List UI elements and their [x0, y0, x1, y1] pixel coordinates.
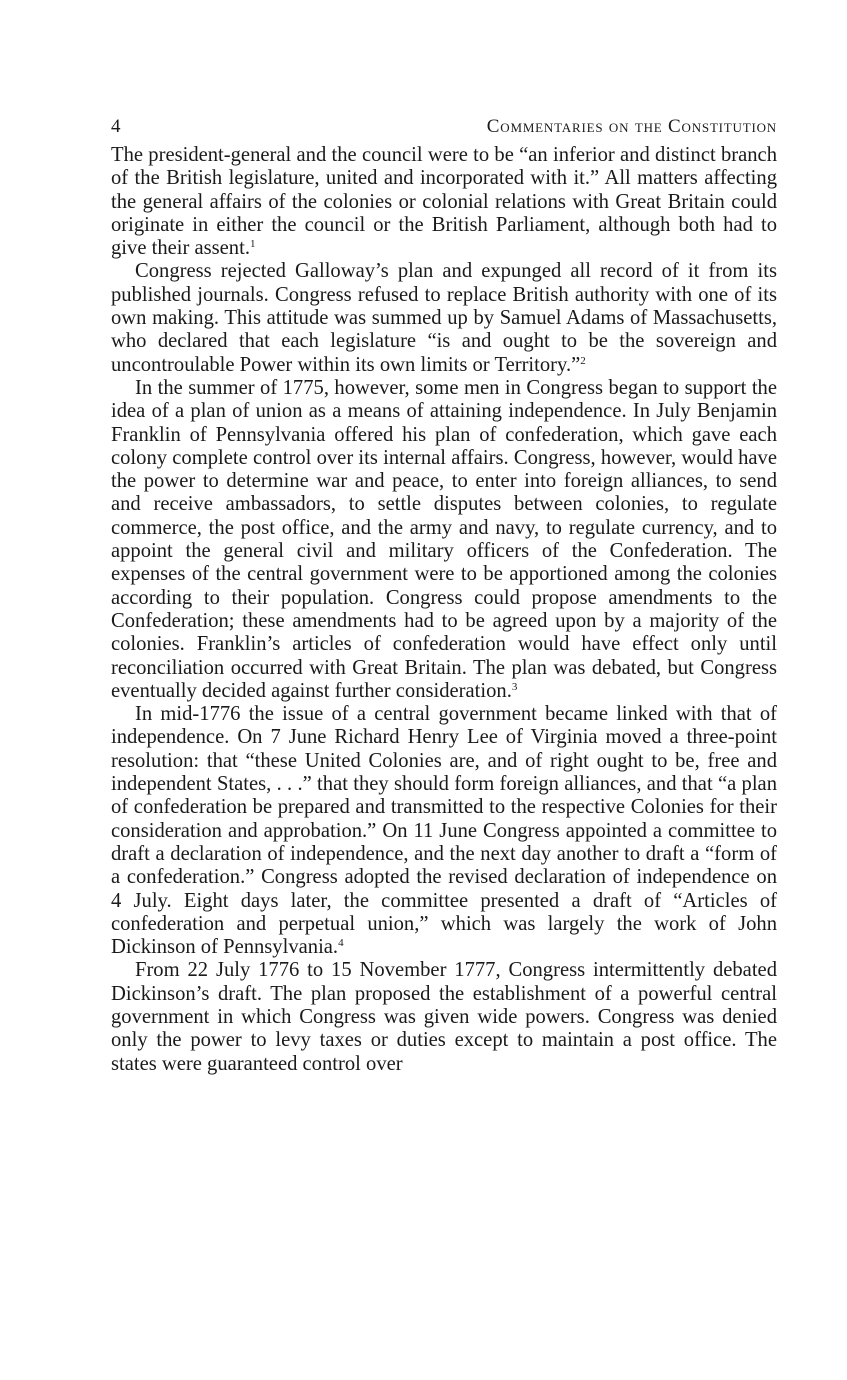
paragraph-4	[111, 703, 777, 959]
running-title: Commentaries on the Constitution	[486, 116, 777, 137]
paragraph-3	[111, 377, 777, 703]
paragraph-text: From 22 July 1776 to 15 November 1777, Congress intermittently debated Dickinson’s draft. The plan proposed the establishment of a powerful central government in which Congress was given wide powers. Congress was denied only the power to levy taxes or duties except to maintain a post office. The states were guaranteed control over	[111, 959, 777, 1075]
paragraph-5	[111, 959, 777, 1075]
paragraph-text: In mid-1776 the issue of a central government became linked with that of independence. On 7 June Richard Henry Lee of Virginia moved a three-point resolution: that “these United Colonies are, and of right ought to be, free and independent States, . . .” that they should form foreign alliances, and that “a plan of confederation be prepared and transmitted to the respective Colonies for their consideration and approbation.” On 11 June Congress appointed a committee to draft a declaration of independence, and the next day another to draft a “form of a confederation.” Congress adopted the revised declaration of independence on 4 July. Eight days later, the committee presented a draft of “Articles of confederation and perpetual union,” which was largely the work of John Dickinson of Pennsylvania.	[111, 703, 777, 959]
running-head	[111, 116, 777, 144]
footnote-marker: 1	[249, 238, 256, 251]
book-page	[111, 116, 777, 1076]
page-number: 4	[111, 116, 122, 137]
footnote-marker: 2	[580, 354, 586, 367]
footnote-marker: 4	[338, 937, 344, 950]
paragraph-text: In the summer of 1775, however, some men in Congress began to support the idea of a plan of union as a means of attaining independence. In July Benjamin Franklin of Pennsylvania offered his plan of confederation, which gave each colony complete control over its internal affairs. Congress, however, would have the power to determine war and peace, to enter into foreign alliances, to send and receive ambassadors, to settle disputes between colonies, to regulate commerce, the post office, and the army and navy, to regulate currency, and to appoint the general civil and military officers of the Confederation. The expenses of the central government were to be apportioned among the colonies according to their population. Congress could propose amendments to the Confederation; these amendments had to be agreed upon by a majority of the colonies. Franklin’s articles of confederation would have effect only until reconciliation occurred with Great Britain. The plan was debated, but Congress eventually decided against further consideration.	[111, 376, 777, 702]
footnote-marker: 3	[511, 680, 518, 693]
paragraph-1	[111, 144, 777, 260]
body-text	[111, 144, 777, 1076]
paragraph-text: Congress rejected Galloway’s plan and expunged all record of it from its published journals. Congress refused to replace British authority with one of its own making. This attitude was summed up by Samuel Adams of Massachusetts, who declared that each legislature “is and ought to be the sovereign and uncontroulable Power within its own limits or Territory.”	[111, 260, 777, 376]
paragraph-text: The president-general and the council were to be “an inferior and distinct branch of the British legislature, united and incorporated with it.” All matters affecting the general affairs of the colonies or colonial relations with Great Britain could originate in either the council or the British Parliament, although both had to give their assent.	[111, 144, 777, 260]
paragraph-2	[111, 260, 777, 376]
